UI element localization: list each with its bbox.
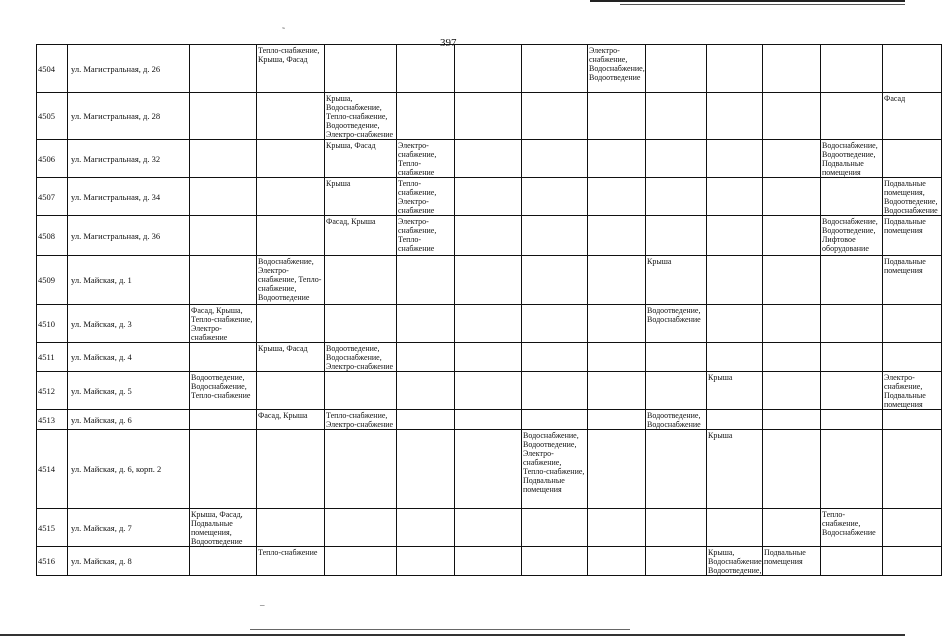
work-types-cell [455,509,522,547]
work-types-cell: Тепло-снабжение, Электро-снабжение [325,410,397,430]
row-number: 4511 [37,343,68,372]
work-types-cell [707,305,763,343]
work-types-cell [646,216,707,256]
table-row [37,410,942,430]
row-number: 4508 [37,216,68,256]
work-types-cell [763,305,821,343]
building-address: ул. Майская, д. 6 [68,410,190,430]
work-types-cell: Крыша, Водоснабжение, Тепло-снабжение, Водоотведение, Электро-снабжение [325,93,397,140]
work-types-cell [455,372,522,410]
work-types-cell [397,430,455,509]
work-types-cell: Водоснабжение, Электро-снабжение, Тепло-снабжение, Водоотведение [257,256,325,305]
work-types-cell [588,216,646,256]
work-types-cell [325,430,397,509]
work-types-cell [325,305,397,343]
work-types-cell [763,372,821,410]
work-types-cell [257,216,325,256]
table-row [37,45,942,93]
scan-speck: ˜ [282,26,285,36]
work-types-cell [707,178,763,216]
table-row [37,178,942,216]
work-types-cell: Подвальные помещения [883,256,942,305]
work-types-cell: Тепло-снабжение, Крыша, Фасад [257,45,325,93]
work-types-cell: Тепло-снабжение [257,547,325,576]
work-types-cell: Подвальные помещения, Водоотведение, Водоснабжение [883,178,942,216]
work-types-cell: Водоснабжение, Водоотведение, Лифтовое оборудование [821,216,883,256]
work-types-cell [646,547,707,576]
work-types-cell [190,216,257,256]
work-types-cell [763,256,821,305]
building-address: ул. Майская, д. 8 [68,547,190,576]
work-types-cell: Фасад, Крыша [325,216,397,256]
work-types-cell [190,93,257,140]
work-types-cell: Водоотведение, Водоснабжение [646,410,707,430]
work-types-cell [522,256,588,305]
scan-edge-top-secondary [620,4,905,5]
work-types-cell [455,410,522,430]
table-row [37,372,942,410]
work-types-cell [646,178,707,216]
work-types-cell [883,430,942,509]
work-types-cell [763,140,821,178]
work-types-cell [821,372,883,410]
work-types-cell [455,430,522,509]
work-types-cell [522,305,588,343]
row-number: 4516 [37,547,68,576]
table-row [37,509,942,547]
work-types-cell [190,430,257,509]
work-types-cell: Крыша, Фасад [257,343,325,372]
work-types-cell [397,305,455,343]
work-types-cell [763,216,821,256]
building-address: ул. Магистральная, д. 26 [68,45,190,93]
work-types-cell: Крыша [707,372,763,410]
work-types-cell [455,256,522,305]
work-types-cell: Крыша, Фасад, Подвальные помещения, Водоотведение [190,509,257,547]
table-row [37,430,942,509]
scan-edge-bottom-secondary [250,629,630,630]
work-types-cell [455,305,522,343]
work-types-cell [707,45,763,93]
work-types-cell: Фасад, Крыша [257,410,325,430]
table-row [37,256,942,305]
work-types-cell [397,372,455,410]
work-types-cell [455,216,522,256]
work-types-cell [325,509,397,547]
work-types-cell [707,93,763,140]
work-types-cell [522,372,588,410]
work-types-cell [522,178,588,216]
work-types-cell [883,343,942,372]
work-types-cell: Крыша [707,430,763,509]
work-types-cell [646,93,707,140]
work-types-cell [588,178,646,216]
work-types-cell [190,256,257,305]
work-types-cell [763,410,821,430]
work-types-cell [257,372,325,410]
work-types-cell [763,509,821,547]
work-types-cell [763,430,821,509]
work-types-cell [257,305,325,343]
work-types-cell [455,343,522,372]
work-types-cell [707,256,763,305]
repair-schedule-table [36,44,942,576]
work-types-cell [522,509,588,547]
work-types-cell: Тепло-снабжение, Электро-снабжение [397,178,455,216]
work-types-cell: Водоснабжение, Водоотведение, Электро-снабжение, Тепло-снабжение, Подвальные помещения [522,430,588,509]
work-types-cell [257,509,325,547]
work-types-cell [883,305,942,343]
work-types-cell [646,45,707,93]
work-types-cell [588,372,646,410]
table-row [37,305,942,343]
work-types-cell [821,430,883,509]
building-address: ул. Майская, д. 7 [68,509,190,547]
work-types-cell [190,45,257,93]
work-types-cell [325,256,397,305]
work-types-cell [257,178,325,216]
work-types-cell: Водоотведение, Водоснабжение, Тепло-снабжение [190,372,257,410]
work-types-cell: Крыша, Фасад [325,140,397,178]
work-types-cell [522,343,588,372]
work-types-cell [522,547,588,576]
table-row [37,547,942,576]
work-types-cell [821,343,883,372]
work-types-cell [588,509,646,547]
row-number: 4515 [37,509,68,547]
work-types-cell [397,547,455,576]
work-types-cell [455,93,522,140]
work-types-cell [588,547,646,576]
work-types-cell [522,216,588,256]
work-types-cell [455,140,522,178]
work-types-cell [397,509,455,547]
work-types-cell: Электро-снабжение, Тепло-снабжение [397,216,455,256]
work-types-cell [190,178,257,216]
work-types-cell [397,93,455,140]
row-number: 4504 [37,45,68,93]
scan-edge-top [590,0,905,2]
work-types-cell [397,343,455,372]
work-types-cell: Электро-снабжение, Тепло-снабжение [397,140,455,178]
work-types-cell [588,93,646,140]
work-types-cell [325,372,397,410]
building-address: ул. Майская, д. 1 [68,256,190,305]
work-types-cell [588,343,646,372]
work-types-cell [763,93,821,140]
work-types-cell [190,140,257,178]
work-types-cell [707,343,763,372]
work-types-cell [455,45,522,93]
work-types-cell [455,178,522,216]
work-types-cell [257,430,325,509]
row-number: 4510 [37,305,68,343]
building-address: ул. Магистральная, д. 34 [68,178,190,216]
building-address: ул. Майская, д. 4 [68,343,190,372]
row-number: 4514 [37,430,68,509]
work-types-cell [707,509,763,547]
building-address: ул. Майская, д. 6, корп. 2 [68,430,190,509]
work-types-cell [821,178,883,216]
work-types-cell: Водоотведение, Водоснабжение, Электро-снабжение [325,343,397,372]
work-types-cell [707,140,763,178]
work-types-cell [325,45,397,93]
building-address: ул. Майская, д. 3 [68,305,190,343]
row-number: 4506 [37,140,68,178]
table-row [37,343,942,372]
work-types-cell [646,372,707,410]
work-types-cell [397,45,455,93]
work-types-cell [646,509,707,547]
work-types-cell [707,410,763,430]
work-types-cell [883,547,942,576]
work-types-cell [588,410,646,430]
work-types-cell [397,410,455,430]
work-types-cell: Крыша [646,256,707,305]
work-types-cell [190,343,257,372]
work-types-cell: Фасад, Крыша, Тепло-снабжение, Электро-снабжение [190,305,257,343]
work-types-cell: Крыша [325,178,397,216]
work-types-cell [588,256,646,305]
building-address: ул. Майская, д. 5 [68,372,190,410]
work-types-cell [190,410,257,430]
row-number: 4513 [37,410,68,430]
row-number: 4512 [37,372,68,410]
work-types-cell: Водоснабжение, Водоотведение, Подвальные помещения [821,140,883,178]
work-types-cell: Электро-снабжение, Водоснабжение, Водоотведение [588,45,646,93]
table-row [37,140,942,178]
work-types-cell [455,547,522,576]
work-types-cell [763,178,821,216]
work-types-cell: Тепло-снабжение, Водоснабжение [821,509,883,547]
work-types-cell: Фасад [883,93,942,140]
work-types-cell [646,343,707,372]
work-types-cell [397,256,455,305]
work-types-cell [588,430,646,509]
work-types-cell [883,140,942,178]
work-types-cell [257,140,325,178]
table-row [37,216,942,256]
work-types-cell [588,140,646,178]
work-types-cell [257,93,325,140]
table-row [37,93,942,140]
row-number: 4505 [37,93,68,140]
work-types-cell: Водоотведение, Водоснабжение [646,305,707,343]
work-types-cell [821,547,883,576]
work-types-cell: Электро-снабжение, Подвальные помещения [883,372,942,410]
building-address: ул. Магистральная, д. 28 [68,93,190,140]
scan-speck: ‒ [260,600,265,610]
work-types-cell [646,430,707,509]
work-types-cell [883,45,942,93]
work-types-cell [325,547,397,576]
work-types-cell [821,410,883,430]
work-types-cell [522,93,588,140]
row-number: 4507 [37,178,68,216]
building-address: ул. Магистральная, д. 32 [68,140,190,178]
work-types-cell: Подвальные помещения [763,547,821,576]
scan-edge-bottom [0,634,905,636]
work-types-cell [883,410,942,430]
work-types-cell [646,140,707,178]
row-number: 4509 [37,256,68,305]
work-types-cell [821,45,883,93]
work-types-cell [707,216,763,256]
work-types-cell [883,509,942,547]
work-types-cell [522,410,588,430]
work-types-cell [763,343,821,372]
page-number: 397 [440,37,457,49]
work-types-cell [821,93,883,140]
work-types-cell [588,305,646,343]
work-types-cell: Подвальные помещения [883,216,942,256]
work-types-cell [821,256,883,305]
work-types-cell: Крыша, Водоснабжение, Водоотведение, [708,548,764,575]
building-address: ул. Магистральная, д. 36 [68,216,190,256]
work-types-cell [190,547,257,576]
work-types-cell [821,305,883,343]
work-types-cell [763,45,821,93]
work-types-cell [522,45,588,93]
work-types-cell [522,140,588,178]
